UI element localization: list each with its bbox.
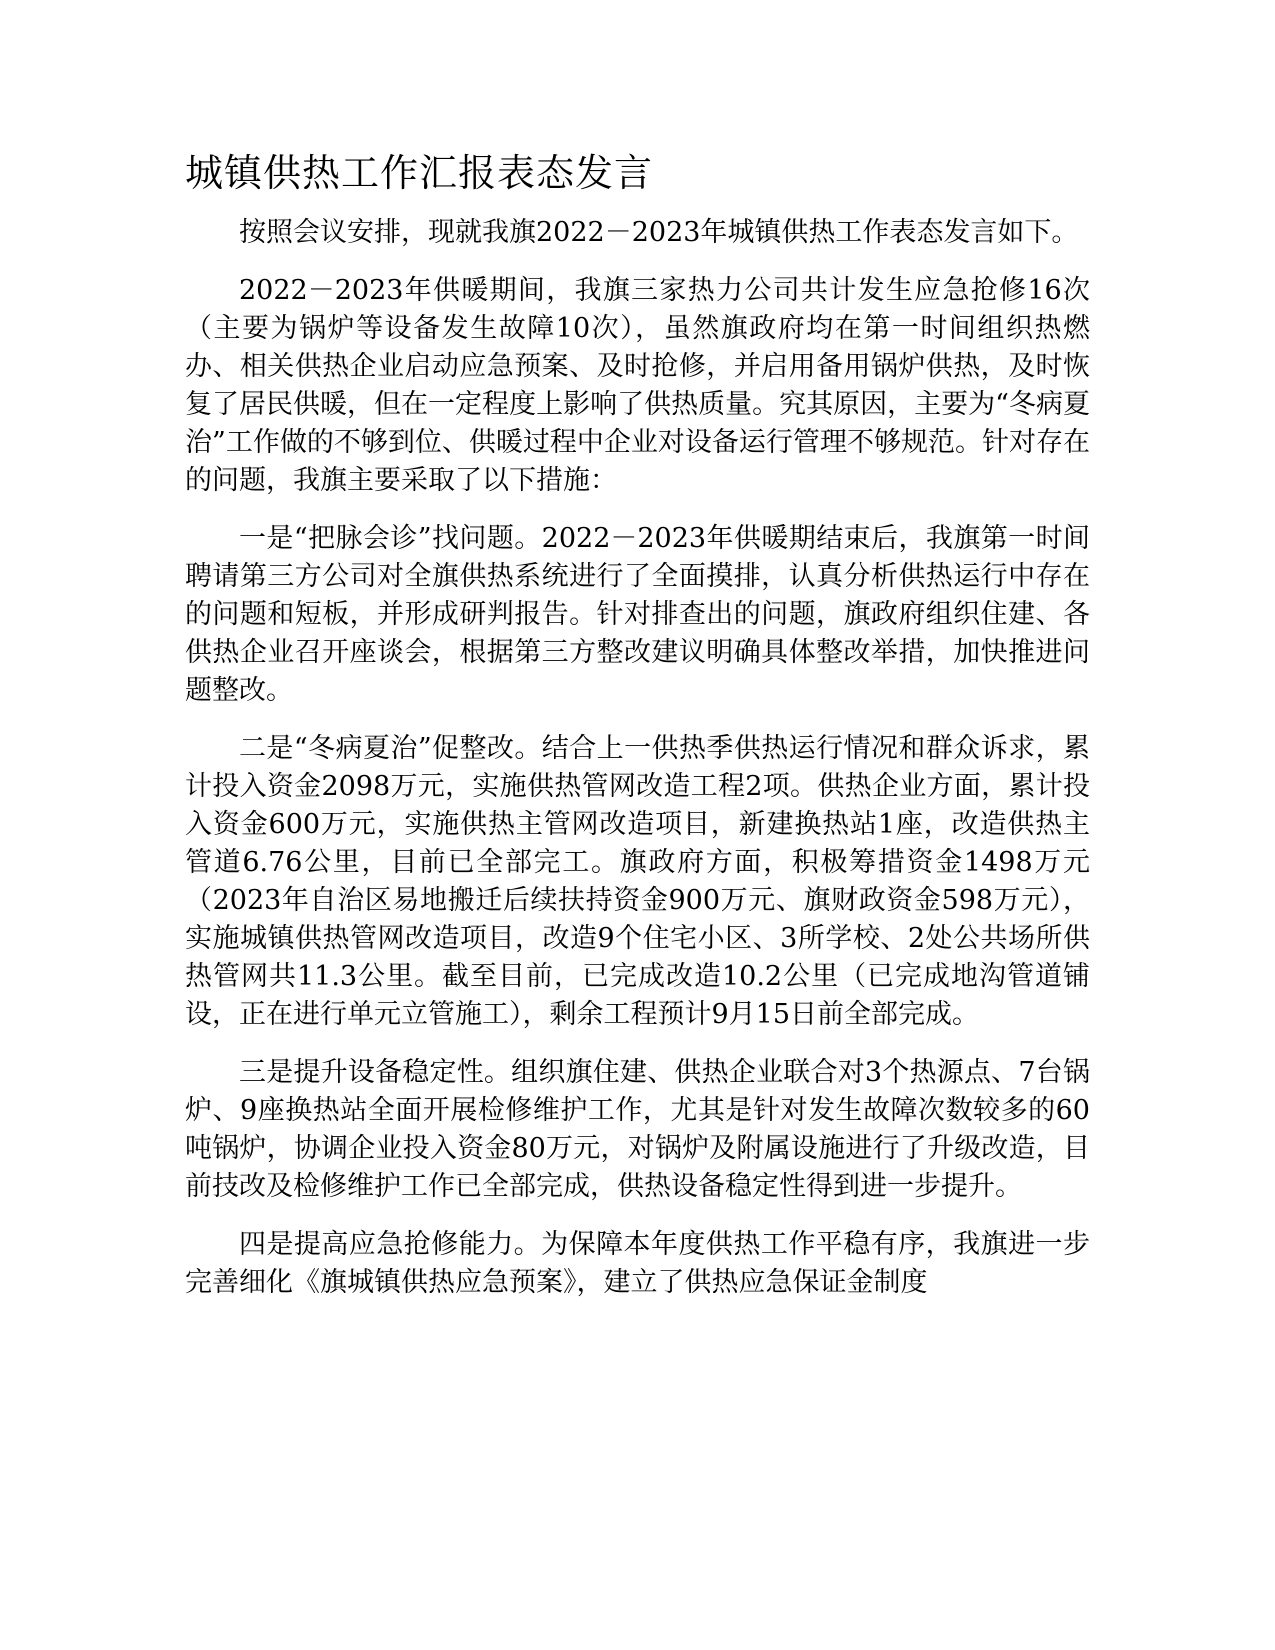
paragraph-intro: 按照会议安排，现就我旗2022－2023年城镇供热工作表态发言如下。 — [239, 217, 1079, 248]
paragraph-measure-four: 四是提高应急抢修能力。为保障本年度供热工作平稳有序，我旗进一步完善细化《旗城镇供热应急预案》，建立了供热应急保证金制度 — [185, 1229, 1090, 1298]
paragraph-measure-two: 二是“冬病夏治”促整改。结合上一供热季供热运行情况和群众诉求，累计投入资金2098万元，实施供热管网改造工程2项。供热企业方面，累计投入资金600万元，实施供热主管网改造项目，新建换热站1座，改造供热主管道6.76公里，目前已全部完工。旗政府方面，积极筹措资金1498万元（2023年自治区易地搬迁后续扶持资金900万元、旗财政资金598万元），实施城镇供热管网改造项目，改造9个住宅小区、3所学校、2处公共场所供热管网共11.3公里。截至目前，已完成改造10.2公里（已完成地沟管道铺设，正在进行单元立管施工），剩余工程预计9月15日前全部完成。 — [185, 733, 1090, 1030]
document-title: 城镇供热工作汇报表态发言 — [185, 151, 654, 195]
paragraph-background: 2022－2023年供暖期间，我旗三家热力公司共计发生应急抢修16次（主要为锅炉等设备发生故障10次），虽然旗政府均在第一时间组织热燃办、相关供热企业启动应急预案、及时抢修，并启用备用锅炉供热，及时恢复了居民供暖，但在一定程度上影响了供热质量。究其原因，主要为“冬病夏治”工作做的不够到位、供暖过程中企业对设备运行管理不够规范。针对存在的问题，我旗主要采取了以下措施： — [185, 275, 1090, 496]
paragraph-measure-one: 一是“把脉会诊”找问题。2022－2023年供暖期结束后，我旗第一时间聘请第三方公司对全旗供热系统进行了全面摸排，认真分析供热运行中存在的问题和短板，并形成研判报告。针对排查出的问题，旗政府组织住建、各供热企业召开座谈会，根据第三方整改建议明确具体整改举措，加快推进问题整改。 — [185, 523, 1090, 706]
paragraph-measure-three: 三是提升设备稳定性。组织旗住建、供热企业联合对3个热源点、7台锅炉、9座换热站全面开展检修维护工作，尤其是针对发生故障次数较多的60吨锅炉，协调企业投入资金80万元，对锅炉及附属设施进行了升级改造，目前技改及检修维护工作已全部完成，供热设备稳定性得到进一步提升。 — [185, 1057, 1090, 1202]
document-body — [185, 150, 1090, 1322]
